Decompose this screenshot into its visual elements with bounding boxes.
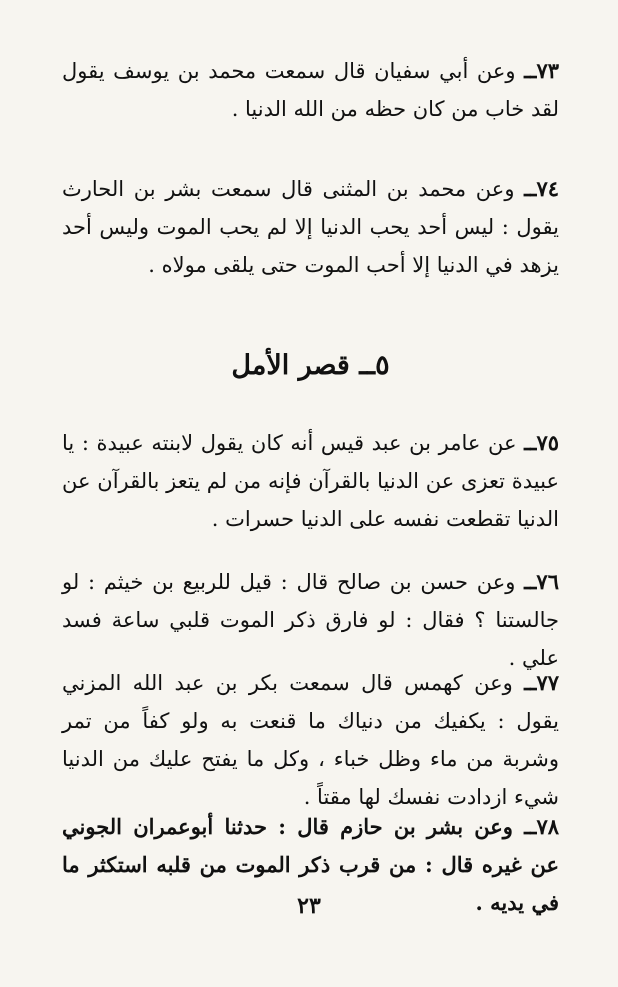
paragraph-text: وعن كهمس قال سمعت بكر بن عبد الله المزني يقول : يكفيك من دنياك ما قنعت به ولو كفاً من تمر وشربة من ماء وظل خباء ، وكل ما يفتح عليك من الدنيا شيء ازدادت نفسك لها مقتاً . xyxy=(62,671,559,809)
paragraph-number: ٧٧ــ xyxy=(524,670,559,695)
paragraph-number: ٧٥ــ xyxy=(524,430,559,455)
paragraph-73 xyxy=(62,52,559,128)
paragraph-number: ٧٤ــ xyxy=(524,176,559,201)
paragraph-number: ٧٦ــ xyxy=(524,569,559,594)
paragraph-77 xyxy=(62,664,559,816)
paragraph-text: وعن أبي سفيان قال سمعت محمد بن يوسف يقول لقد خاب من كان حظه من الله الدنيا . xyxy=(62,59,559,121)
paragraph-text: وعن حسن بن صالح قال : قيل للربيع بن خيثم : لو جالستنا ؟ فقال : لو فارق ذكر الموت قلبي ساعة فسد علي . xyxy=(62,570,559,670)
paragraph-76 xyxy=(62,563,559,677)
paragraph-text: عن عامر بن عبد قيس أنه كان يقول لابنته عبيدة : يا عبيدة تعزى عن الدنيا بالقرآن فإنه من لم يتعز بالقرآن عن الدنيا تقطعت نفسه على الدنيا حسرات . xyxy=(62,431,559,531)
paragraph-text: وعن محمد بن المثنى قال سمعت بشر بن الحارث يقول : ليس أحد يحب الدنيا إلا لم يحب الموت وليس أحد يزهد في الدنيا إلا أحب الموت حتى يلقى مولاه . xyxy=(62,177,559,277)
paragraph-text: وعن بشر بن حازم قال : حدثنا أبوعمران الجوني عن غيره قال : من قرب ذكر الموت من قلبه استكثر ما في يديه . xyxy=(62,814,559,915)
paragraph-75 xyxy=(62,424,559,538)
paragraph-74 xyxy=(62,170,559,284)
section-heading: ٥ــ قصر الأمل xyxy=(231,350,390,381)
paragraph-number: ٧٣ــ xyxy=(524,58,559,83)
page-number: ٢٣ xyxy=(297,893,321,919)
paragraph-number: ٧٨ــ xyxy=(524,814,559,839)
